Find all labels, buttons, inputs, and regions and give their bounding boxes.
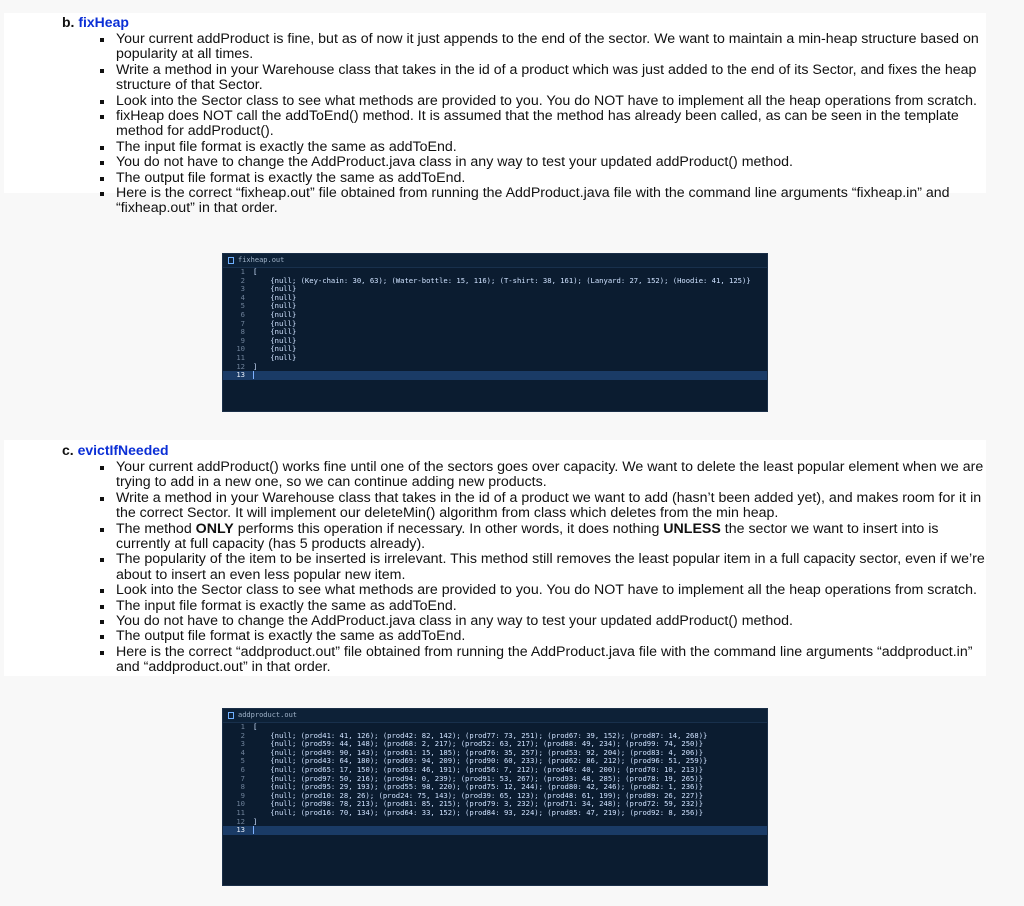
line-number: 12 <box>236 361 245 371</box>
line-number: 3 <box>240 739 245 749</box>
bullet-item: You do not have to change the AddProduct.java class in any way to test your updated addProduct() method. <box>90 155 986 170</box>
line-number: 6 <box>240 764 245 774</box>
addproduct-out-code-window <box>222 708 768 886</box>
line-number: 7 <box>240 773 245 783</box>
file-icon <box>228 712 234 719</box>
code-text: {null; (prod41: 41, 126); (prod42: 82, 142); (prod77: 73, 251); (prod67: 39, 152); (prod87: 14, 268)} <box>253 730 708 740</box>
code-text: {null; (prod43: 64, 180); (prod69: 94, 209); (prod90: 60, 233); (prod62: 86, 212); (prod96: 51, 259)} <box>253 756 708 766</box>
text-cursor <box>253 826 254 834</box>
text-cursor <box>253 371 254 379</box>
bullet-item: You do not have to change the AddProduct.java class in any way to test your updated addProduct() method. <box>90 614 986 629</box>
bullet-item: The method ONLY performs this operation if necessary. In other words, it does nothing UNLESS the sector we want to insert into is currently at full capacity (has 5 products already). <box>90 522 986 553</box>
bullet-item: The popularity of the item to be inserted is irrelevant. This method still removes the least popular item in a full capacity sector, even if we’re about to insert an even less popular new item. <box>90 552 986 583</box>
section-c-heading <box>62 442 169 458</box>
code-text: {null} <box>253 318 297 328</box>
code-line <box>223 311 767 320</box>
fixheap-out-code-lines <box>223 268 767 380</box>
code-line <box>223 826 767 835</box>
fixheap-out-filename: fixheap.out <box>238 256 285 264</box>
code-text: {null} <box>253 327 297 337</box>
code-text: {null; (prod65: 17, 150); (prod63: 46, 191); (prod56: 7, 212); (prod46: 40, 200); (prod70: 10, 213)} <box>253 764 704 774</box>
file-icon <box>228 257 234 264</box>
code-line <box>223 363 767 372</box>
line-number: 6 <box>240 309 245 319</box>
line-number: 9 <box>240 335 245 345</box>
line-number: 8 <box>240 327 245 337</box>
code-text: {null; (prod16: 70, 134); (prod64: 33, 152); (prod84: 93, 224); (prod85: 47, 219); (prod92: 8, 256)} <box>253 807 704 817</box>
bullet-item: Write a method in your Warehouse class that takes in the id of a product we want to add (hasn’t been added yet), and makes room for it in the correct Sector. It will implement our deleteMin() algorithm from class which deletes from the min heap. <box>90 491 986 522</box>
bullet-item: The output file format is exactly the same as addToEnd. <box>90 629 986 644</box>
bullet-item: Here is the correct “addproduct.out” file obtained from running the AddProduct.java file with the command line arguments “addproduct.in” and “addproduct.out” in that order. <box>90 645 986 676</box>
bullet-item: Here is the correct “fixheap.out” file obtained from running the AddProduct.java file with the command line arguments “fixheap.in” and “fixheap.out” in that order. <box>90 186 986 217</box>
line-number: 11 <box>236 352 245 362</box>
bullet-item: Your current addProduct is fine, but as of now it just appends to the end of the sector. We want to maintain a min-heap structure based on popularity at all times. <box>90 32 986 63</box>
line-number: 5 <box>240 301 245 311</box>
line-number: 3 <box>240 284 245 294</box>
bullet-item: Look into the Sector class to see what methods are provided to you. You do NOT have to implement all the heap operations from scratch. <box>90 94 986 109</box>
code-text: {null; (prod49: 90, 143); (prod61: 15, 185); (prod76: 35, 257); (prod53: 92, 204); (prod83: 4, 206)} <box>253 747 704 757</box>
code-text: {null} <box>253 309 297 319</box>
code-line <box>223 328 767 337</box>
code-text: [ <box>253 722 258 731</box>
code-text: {null} <box>253 292 297 302</box>
fixheap-out-code-window <box>222 253 768 412</box>
code-text: {null; (prod95: 29, 193); (prod55: 98, 220); (prod75: 12, 244); (prod80: 42, 246); (prod82: 1, 236)} <box>253 782 704 792</box>
code-line <box>223 277 767 286</box>
section-b-heading <box>62 14 129 30</box>
bullet-item: Write a method in your Warehouse class that takes in the id of a product which was just added to the end of its Sector, and fixes the heap structure of that Sector. <box>90 63 986 94</box>
section-c-title: evictIfNeeded <box>77 442 169 458</box>
code-text: {null} <box>253 335 297 345</box>
code-text: {null; (prod97: 50, 216); (prod94: 0, 239); (prod91: 53, 267); (prod93: 48, 285); (prod78: 19, 265)} <box>253 773 704 783</box>
line-number: 2 <box>240 275 245 285</box>
bullet-item: The output file format is exactly the same as addToEnd. <box>90 171 986 186</box>
section-b-bullet-list <box>90 32 986 217</box>
fixheap-out-tab[interactable] <box>223 254 767 268</box>
code-line <box>223 345 767 354</box>
code-text: ] <box>253 361 258 371</box>
code-text: {null} <box>253 301 297 311</box>
bullet-item: fixHeap does NOT call the addToEnd() method. It is assumed that the method has already been called, as can be seen in the template method for addProduct(). <box>90 109 986 140</box>
bullet-item: Your current addProduct() works fine until one of the sectors goes over capacity. We want to delete the least popular element when we are trying to add in a new one, so we can continue adding new products. <box>90 460 986 491</box>
line-number: 8 <box>240 782 245 792</box>
section-b-letter: b. <box>62 14 75 30</box>
line-number: 2 <box>240 730 245 740</box>
code-line <box>223 285 767 294</box>
code-line <box>223 371 767 380</box>
code-line <box>223 337 767 346</box>
addproduct-out-tab[interactable] <box>223 709 767 723</box>
line-number: 11 <box>236 807 245 817</box>
line-number: 10 <box>236 344 245 354</box>
code-text: {null} <box>253 284 297 294</box>
section-b-title: fixHeap <box>78 14 129 30</box>
code-text: {null; (prod10: 28, 26); (prod24: 75, 143); (prod39: 65, 123); (prod48: 61, 199); (prod89: 26, 227)} <box>253 790 704 800</box>
line-number: 13 <box>236 825 245 835</box>
bullet-item: The input file format is exactly the same as addToEnd. <box>90 140 986 155</box>
code-text: {null; (Key-chain: 30, 63); (Water-bottle: 15, 116); (T-shirt: 38, 161); (Lanyard: 27, 152); (Hoodie: 41, 125)} <box>253 275 751 285</box>
addproduct-out-code-lines <box>223 723 767 835</box>
code-text: ] <box>253 816 258 826</box>
section-c-letter: c. <box>62 442 74 458</box>
code-line <box>223 818 767 827</box>
code-text: [ <box>253 267 258 276</box>
bullet-item: Look into the Sector class to see what methods are provided to you. You do NOT have to implement all the heap operations from scratch. <box>90 583 986 598</box>
code-text: {null} <box>253 352 297 362</box>
line-number: 4 <box>240 747 245 757</box>
code-text: {null; (prod98: 78, 213); (prod81: 85, 215); (prod79: 3, 232); (prod71: 34, 248); (prod72: 59, 232)} <box>253 799 704 809</box>
line-number: 13 <box>236 370 245 380</box>
code-line <box>223 302 767 311</box>
line-number: 12 <box>236 816 245 826</box>
line-number: 9 <box>240 790 245 800</box>
section-c-bullet-list <box>90 460 986 676</box>
line-number: 1 <box>240 267 245 276</box>
addproduct-out-filename: addproduct.out <box>238 711 298 719</box>
code-text: {null} <box>253 344 297 354</box>
line-number: 1 <box>240 722 245 731</box>
code-text: {null; (prod59: 44, 148); (prod68: 2, 217); (prod52: 63, 217); (prod88: 49, 234); (prod99: 74, 250)} <box>253 739 704 749</box>
code-line <box>223 809 767 818</box>
line-number: 5 <box>240 756 245 766</box>
line-number: 4 <box>240 292 245 302</box>
code-line <box>223 294 767 303</box>
line-number: 10 <box>236 799 245 809</box>
code-line <box>223 320 767 329</box>
code-line <box>223 354 767 363</box>
bullet-item: The input file format is exactly the same as addToEnd. <box>90 599 986 614</box>
line-number: 7 <box>240 318 245 328</box>
